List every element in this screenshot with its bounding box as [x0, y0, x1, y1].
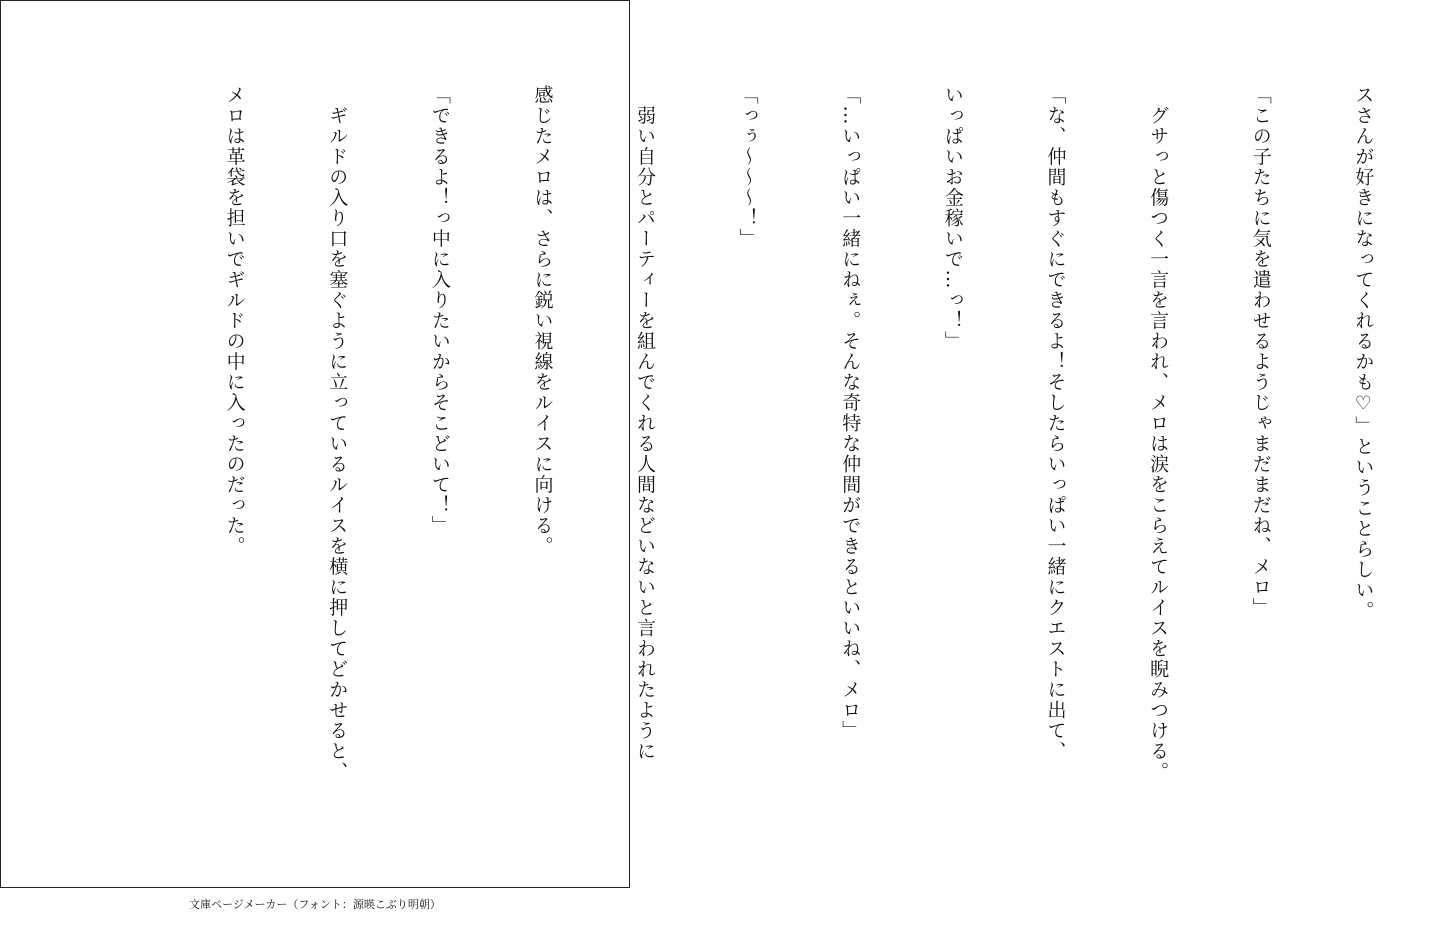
text-line-3: グサっと傷つく一言を言われ、メロは涙をこらえてルイスを睨みつける。 [1147, 85, 1170, 782]
text-line-1: スさんが好きになってくれるかも♡」ということらしい。 [1352, 85, 1375, 621]
text-line-12: メロは革袋を担いでギルドの中に入ったのだった。 [223, 85, 246, 557]
text-line-7: 「っぅ〜〜〜！」 [736, 85, 759, 249]
vertical-body-text [149, 85, 1449, 825]
text-line-2: 「この子たちに気を遣わせるようじゃまだまだね、メロ」 [1249, 85, 1272, 618]
text-line-9: 感じたメロは、さらに鋭い視線をルイスに向ける。 [531, 85, 554, 557]
text-line-5: いっぱいお金稼いで…っ！」 [941, 85, 964, 352]
text-line-11: ギルドの入り口を塞ぐように立っているルイスを横に押してどかせると、 [326, 85, 349, 782]
text-line-6: 「…いっぱい一緒にねぇ。そんな奇特な仲間ができるといいね、メロ」 [839, 85, 862, 741]
footer-credit: 文庫ページメーカー（フォント：源暎こぶり明朝） [189, 898, 441, 911]
text-line-4: 「な、仲間もすぐにできるよ！そしたらいっぱい一緒にクエストに出て、 [1044, 85, 1067, 762]
text-line-10: 「できるよ！っ中に入りたいからそこどいて！」 [428, 85, 451, 536]
text-line-8: 弱い自分とパーティーを組んでくれる人間などいないと言われたように [634, 85, 657, 762]
